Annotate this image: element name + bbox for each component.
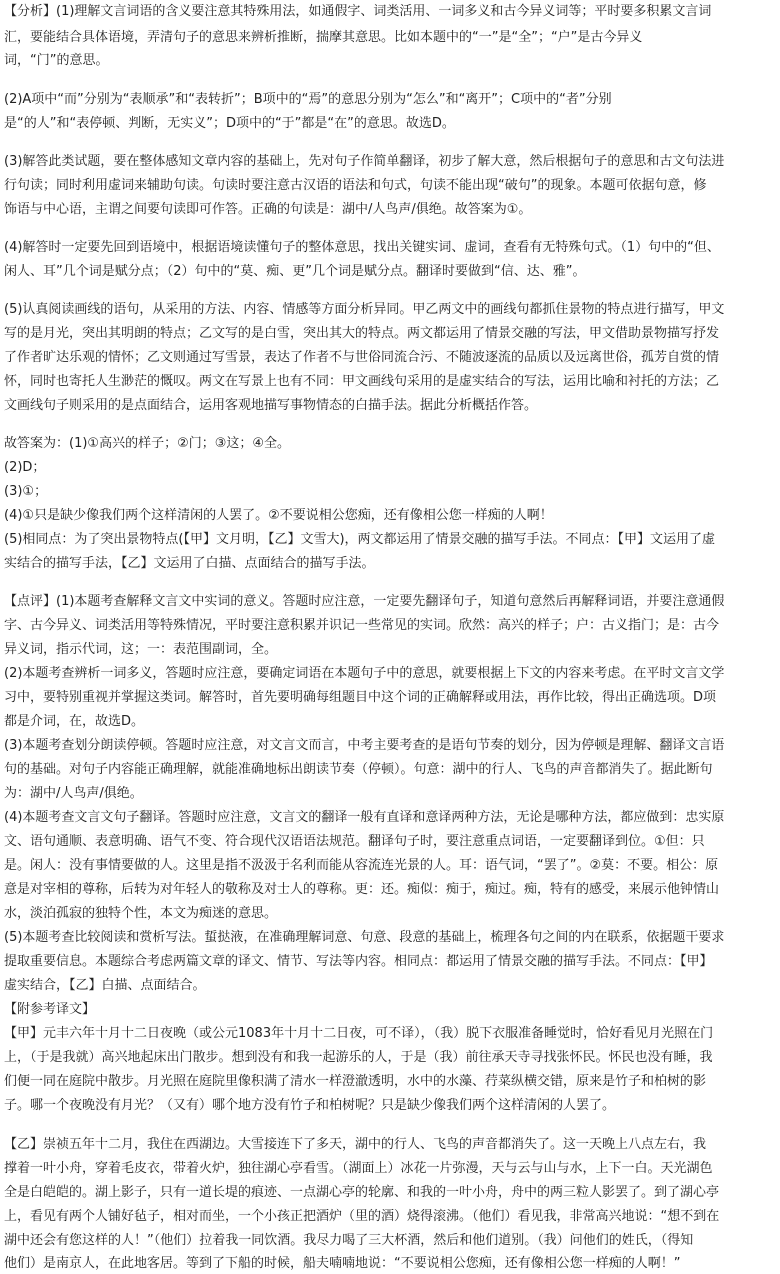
analysis-line: (2)A项中“而”分别为“表顺承”和“表转折”；B项中的“焉”的意思分别为“怎么”和“离开”；C项中的“者”分别	[4, 92, 612, 107]
translation-line: 子。哪一个夜晚没有月光？（又有）哪个地方没有竹子和柏树呢？只是缺少像我们两个这样清闲的人罢了。	[4, 1098, 616, 1113]
translation-line: 【甲】元丰六年十月十二日夜晚（或公元1083年十月十二日夜，可不译），（我）脱下衣服准备睡觉时，恰好看见月光照在门	[4, 1026, 714, 1041]
analysis-line: 饰语与中心语，主谓之间要句读即可作答。正确的句读是：湖中/人鸟声/俱绝。故答案为①。	[4, 202, 532, 217]
comment-line: 虚实结合，【乙】白描、点面结合。	[4, 978, 206, 993]
translation-line: 上，看见有两个人铺好毡子，相对而坐，一个小孩正把酒炉（里的酒）烧得滚沸。（他们）看见我，非常高兴地说：“想不到在	[4, 1209, 720, 1224]
answer-line: (2)D；	[4, 460, 46, 475]
answer-line: (3)①；	[4, 484, 48, 499]
comment-line: 字、古今异义、词类活用等特殊情况，平时要注意积累并识记一些常见的实词。欣然：高兴的样子；户：古义指门；是：古今	[4, 618, 720, 633]
comment-line: 是。闲人：没有事情要做的人。这里是指不汲汲于名利而能从容流连光景的人。耳：语气词，“罢了”。②莫：不要。相公：原	[4, 858, 719, 873]
comment-line: 意是对宰相的尊称，后转为对年轻人的敬称及对士人的尊称。更：还。痴似：痴于，痴过。痴，特有的感受，来展示他钟情山	[4, 882, 720, 897]
translation-line: 上，（于是我就）高兴地起床出门散步。想到没有和我一起游乐的人，于是（我）前往承天寺寻找张怀民。怀民也没有睡，我	[4, 1050, 713, 1065]
analysis-line: 了作者旷达乐观的情怀；乙文则通过写雪景，表达了作者不与世俗同流合污、不随波逐流的品质以及远离世俗，孤芳自赏的情	[4, 350, 720, 365]
comment-line: 【点评】(1)本题考查解释文言文中实词的意义。答题时应注意，一定要先翻译句子，知道句意然后再解释词语，并要注意通假	[4, 594, 725, 609]
comment-line: 文、语句通顺、表意明确、语气不变、符合现代汉语语法规范。翻译句子时，要注意重点词语，一定要翻译到位。①但：只	[4, 834, 705, 849]
comment-line: 提取重要信息。本题综合考虑两篇文章的译文、情节、写法等内容。相同点：都运用了情景交融的描写手法。不同点：【甲】	[4, 954, 713, 969]
analysis-line: (5)认真阅读画线的语句，从采用的方法、内容、情感等方面分析异同。甲乙两文中的画线句都抓住景物的特点进行描写，甲文	[4, 302, 725, 317]
analysis-line: 词，“门”的意思。	[4, 53, 109, 68]
analysis-line: 是“的人”和“表停顿、判断，无实义”；D项中的“于”都是“在”的意思。故选D。	[4, 116, 455, 131]
analysis-line: 【分析】(1)理解文言词语的含义要注意其特殊用法，如通假字、词类活用、一词多义和古今异义词等；平时要多积累文言词	[4, 4, 712, 19]
comment-line: 异义词，指示代词，这；一：表范围副词，全。	[4, 642, 278, 657]
translation-line: 撑着一叶小舟，穿着毛皮衣，带着火炉，独往湖心亭看雪。（湖面上）冰花一片弥漫，天与云与山与水，上下一白。天光湖色	[4, 1161, 713, 1176]
answer-line: 故答案为：(1)①高兴的样子；②门；③这；④全。	[4, 436, 291, 451]
analysis-line: (4)解答时一定要先回到语境中，根据语境读懂句子的整体意思，找出关键实词、虚词，查看有无特殊句式。（1）句中的“但、	[4, 240, 720, 255]
comment-line: (4)本题考查文言文句子翻译。答题时应注意，文言文的翻译一般有直译和意译两种方法，无论是哪种方法，都应做到：忠实原	[4, 810, 725, 825]
answer-line: (4)①只是缺少像我们两个这样清闲的人罢了。②不要说相公您痴，还有像相公您一样痴的人啊！	[4, 508, 553, 523]
answer-line: 实结合的描写手法，【乙】文运用了白描、点面结合的描写手法。	[4, 556, 375, 571]
analysis-line: (3)解答此类试题，要在整体感知文章内容的基础上，先对句子作简单翻译，初步了解大意，然后根据句子的意思和古文句法进	[4, 154, 725, 169]
analysis-line: 写的是月光，突出其明朗的特点；乙文写的是白雪，突出其大的特点。两文都运用了情景交融的写法，甲文借助景物描写抒发	[4, 326, 720, 341]
translation-heading: 【附参考译文】	[4, 1002, 96, 1017]
comment-line: (2)本题考查辨析一词多义，答题时应注意，要确定词语在本题句子中的意思，就要根据上下文的内容来考虑。在平时文言文学	[4, 666, 725, 681]
translation-line: 【乙】崇祯五年十二月，我住在西湖边。大雪接连下了多天，湖中的行人、飞鸟的声音都消失了。这一天晚上八点左右，我	[4, 1137, 707, 1152]
comment-line: 水，淡泊孤寂的独特个性，本文为痴迷的意思。	[4, 906, 278, 921]
analysis-line: 闲人、耳”几个词是赋分点；（2）句中的“莫、痴、更”几个词是赋分点。翻译时要做到“信、达、雅”。	[4, 264, 586, 279]
comment-line: 句的基础。对句子内容能正确理解，就能准确地标出朗读节奏（停顿）。句意：湖中的行人、飞鸟的声音都消失了。据此断句	[4, 762, 713, 777]
analysis-line: 文画线句子则采用的是点面结合，运用客观地描写事物情态的白描手法。据此分析概括作答。	[4, 398, 538, 413]
analysis-line: 怀，同时也寄托人生渺茫的慨叹。两文在写景上也有不同：甲文画线句采用的是虚实结合的写法，运用比喻和衬托的方法；乙	[4, 374, 720, 389]
comment-line: 习中，要特别重视并掌握这类词。解答时，首先要明确每组题目中这个词的正确解释或用法，再作比较，得出正确选项。D项	[4, 690, 717, 705]
analysis-line: 汇，要能结合具体语境，弄清句子的意思来辨析推断，揣摩其意思。比如本题中的“一”是“全”；“户”是古今异义	[4, 30, 643, 45]
translation-line: 全是白皑皑的。湖上影子，只有一道长堤的痕迹、一点湖心亭的轮廓、和我的一叶小舟，舟中的两三粒人影罢了。到了湖心亭	[4, 1185, 720, 1200]
translation-line: 湖中还会有您这样的人！”（他们）拉着我一同饮酒。我尽力喝了三大杯酒，然后和他们道别。（我）问他们的姓氏，（得知	[4, 1233, 694, 1248]
comment-line: (3)本题考查划分朗读停顿。答题时应注意，对文言文而言，中考主要考查的是语句节奏的划分，因为停顿是理解、翻译文言语	[4, 738, 725, 753]
comment-line: 为：湖中/人鸟声/俱绝。	[4, 786, 143, 801]
comment-line: 都是介词，在，故选D。	[4, 714, 145, 729]
answer-line: (5)相同点：为了突出景物特点(【甲】文月明，【乙】文雪大)，两文都运用了情景交融的描写手法。不同点：【甲】文运用了虚	[4, 532, 716, 547]
translation-line: 他们）是南京人，在此地客居。等到了下船的时候，船夫喃喃地说：“不要说相公您痴，还有像相公您一样痴的人啊！”	[4, 1256, 681, 1271]
analysis-line: 行句读；同时利用虚词来辅助句读。句读时要注意古汉语的语法和句式，句读不能出现“破句”的现象。本题可依据句意，修	[4, 178, 707, 193]
translation-line: 们便一同在庭院中散步。月光照在庭院里像积满了清水一样澄澈透明，水中的水藻、荇菜纵横交错，原来是竹子和柏树的影	[4, 1074, 707, 1089]
comment-line: (5)本题考查比较阅读和赏析写法。蜇挞液，在准确理解词意、句意、段意的基础上，梳理各句之间的内在联系，依据题干要求	[4, 930, 725, 945]
